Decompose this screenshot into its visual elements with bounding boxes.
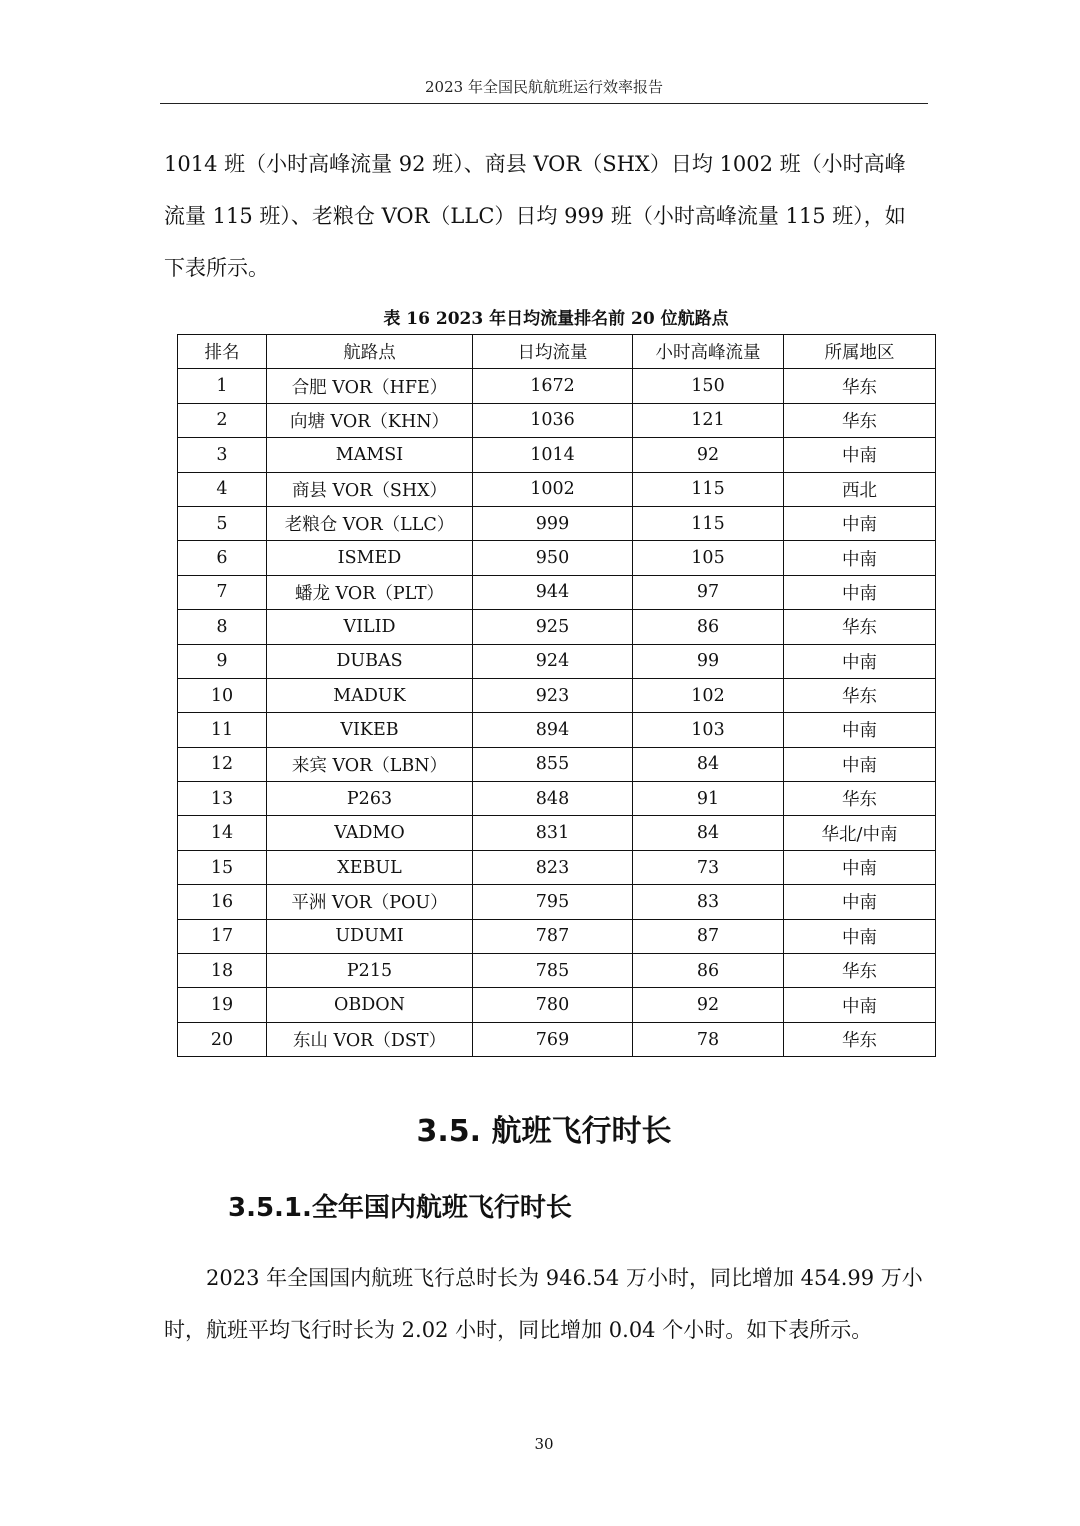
table-body	[178, 369, 936, 1057]
waypoint-cell: MADUK	[267, 678, 473, 712]
rank-cell: 13	[178, 782, 267, 816]
region-cell: 华东	[784, 369, 936, 403]
table-row	[178, 1022, 936, 1056]
region-cell: 华东	[784, 678, 936, 712]
region-cell: 中南	[784, 541, 936, 575]
rank-cell: 6	[178, 541, 267, 575]
rank-cell: 10	[178, 678, 267, 712]
table-row	[178, 644, 936, 678]
daily-flow-cell: 795	[473, 885, 633, 919]
waypoint-cell: 商县 VOR（SHX）	[267, 472, 473, 506]
peak-hour-flow-cell: 73	[633, 850, 784, 884]
rank-cell: 18	[178, 954, 267, 988]
rank-cell: 14	[178, 816, 267, 850]
waypoint-cell: DUBAS	[267, 644, 473, 678]
region-cell: 中南	[784, 713, 936, 747]
daily-flow-cell: 1002	[473, 472, 633, 506]
rank-cell: 19	[178, 988, 267, 1022]
table-row	[178, 541, 936, 575]
table-row	[178, 575, 936, 609]
region-cell: 中南	[784, 988, 936, 1022]
waypoint-cell: 东山 VOR（DST）	[267, 1022, 473, 1056]
region-cell: 华东	[784, 610, 936, 644]
waypoint-cell: ISMED	[267, 541, 473, 575]
rank-cell: 5	[178, 506, 267, 540]
column-header-rank: 排名	[178, 335, 267, 369]
table-row	[178, 403, 936, 437]
peak-hour-flow-cell: 86	[633, 610, 784, 644]
daily-flow-cell: 950	[473, 541, 633, 575]
waypoint-cell: 合肥 VOR（HFE）	[267, 369, 473, 403]
region-cell: 中南	[784, 747, 936, 781]
peak-hour-flow-cell: 83	[633, 885, 784, 919]
region-cell: 中南	[784, 885, 936, 919]
flight-duration-paragraph: 2023 年全国国内航班飞行总时长为 946.54 万小时，同比增加 454.99 万小时，航班平均飞行时长为 2.02 小时，同比增加 0.04 个小时。如下表所示。	[164, 1266, 923, 1342]
waypoint-cell: VADMO	[267, 816, 473, 850]
waypoint-cell: P263	[267, 782, 473, 816]
region-cell: 华东	[784, 954, 936, 988]
region-cell: 中南	[784, 850, 936, 884]
table-row	[178, 919, 936, 953]
peak-hour-flow-cell: 115	[633, 472, 784, 506]
daily-flow-cell: 924	[473, 644, 633, 678]
table-row	[178, 816, 936, 850]
region-cell: 中南	[784, 438, 936, 472]
waypoint-cell: 平洲 VOR（POU）	[267, 885, 473, 919]
table-row	[178, 850, 936, 884]
region-cell: 华北/中南	[784, 816, 936, 850]
rank-cell: 15	[178, 850, 267, 884]
rank-cell: 2	[178, 403, 267, 437]
peak-hour-flow-cell: 86	[633, 954, 784, 988]
peak-hour-flow-cell: 102	[633, 678, 784, 712]
region-cell: 华东	[784, 403, 936, 437]
table-caption: 表 16 2023 年日均流量排名前 20 位航路点	[383, 309, 729, 329]
waypoint-cell: UDUMI	[267, 919, 473, 953]
daily-flow-cell: 925	[473, 610, 633, 644]
daily-flow-cell: 823	[473, 850, 633, 884]
region-cell: 中南	[784, 575, 936, 609]
table-row	[178, 988, 936, 1022]
table-row	[178, 747, 936, 781]
daily-flow-cell: 944	[473, 575, 633, 609]
rank-cell: 11	[178, 713, 267, 747]
daily-flow-cell: 769	[473, 1022, 633, 1056]
waypoint-cell: XEBUL	[267, 850, 473, 884]
peak-hour-flow-cell: 92	[633, 988, 784, 1022]
daily-flow-cell: 1014	[473, 438, 633, 472]
daily-flow-cell: 831	[473, 816, 633, 850]
daily-flow-cell: 923	[473, 678, 633, 712]
table-row	[178, 954, 936, 988]
waypoint-cell: 来宾 VOR（LBN）	[267, 747, 473, 781]
waypoint-cell: 蟠龙 VOR（PLT）	[267, 575, 473, 609]
peak-hour-flow-cell: 92	[633, 438, 784, 472]
table-row	[178, 369, 936, 403]
table-row	[178, 678, 936, 712]
peak-hour-flow-cell: 105	[633, 541, 784, 575]
column-header-region: 所属地区	[784, 335, 936, 369]
peak-hour-flow-cell: 97	[633, 575, 784, 609]
peak-hour-flow-cell: 150	[633, 369, 784, 403]
waypoint-cell: VIKEB	[267, 713, 473, 747]
table-header-row	[178, 335, 936, 369]
region-cell: 华东	[784, 782, 936, 816]
waypoint-cell: 向塘 VOR（KHN）	[267, 403, 473, 437]
daily-flow-cell: 1672	[473, 369, 633, 403]
region-cell: 中南	[784, 506, 936, 540]
peak-hour-flow-cell: 103	[633, 713, 784, 747]
rank-cell: 20	[178, 1022, 267, 1056]
peak-hour-flow-cell: 91	[633, 782, 784, 816]
rank-cell: 12	[178, 747, 267, 781]
rank-cell: 9	[178, 644, 267, 678]
table-row	[178, 610, 936, 644]
header-rule	[160, 103, 928, 104]
table-row	[178, 782, 936, 816]
rank-cell: 4	[178, 472, 267, 506]
region-cell: 西北	[784, 472, 936, 506]
peak-hour-flow-cell: 121	[633, 403, 784, 437]
peak-hour-flow-cell: 87	[633, 919, 784, 953]
daily-flow-cell: 785	[473, 954, 633, 988]
rank-cell: 1	[178, 369, 267, 403]
daily-flow-cell: 848	[473, 782, 633, 816]
table-row	[178, 713, 936, 747]
section-heading: 3.5. 航班飞行时长	[416, 1114, 672, 1149]
table-row	[178, 472, 936, 506]
peak-hour-flow-cell: 84	[633, 816, 784, 850]
daily-flow-cell: 1036	[473, 403, 633, 437]
intro-paragraph: 1014 班（小时高峰流量 92 班）、商县 VOR（SHX）日均 1002 班（小时高峰流量 115 班）、老粮仓 VOR（LLC）日均 999 班（小时高峰流量 115 班），如下表所示。	[164, 152, 906, 280]
daily-flow-cell: 780	[473, 988, 633, 1022]
waypoint-cell: 老粮仓 VOR（LLC）	[267, 506, 473, 540]
rank-cell: 7	[178, 575, 267, 609]
peak-hour-flow-cell: 99	[633, 644, 784, 678]
table-row	[178, 438, 936, 472]
table-row	[178, 885, 936, 919]
waypoint-table	[177, 334, 936, 1057]
region-cell: 中南	[784, 644, 936, 678]
column-header-daily-flow: 日均流量	[473, 335, 633, 369]
table-row	[178, 506, 936, 540]
peak-hour-flow-cell: 78	[633, 1022, 784, 1056]
waypoint-cell: OBDON	[267, 988, 473, 1022]
region-cell: 中南	[784, 919, 936, 953]
waypoint-cell: VILID	[267, 610, 473, 644]
peak-hour-flow-cell: 115	[633, 506, 784, 540]
daily-flow-cell: 855	[473, 747, 633, 781]
rank-cell: 16	[178, 885, 267, 919]
rank-cell: 8	[178, 610, 267, 644]
page-number: 30	[534, 1435, 554, 1453]
region-cell: 华东	[784, 1022, 936, 1056]
page-header: 2023 年全国民航航班运行效率报告	[425, 78, 663, 96]
column-header-waypoint: 航路点	[267, 335, 473, 369]
column-header-peak-hour-flow: 小时高峰流量	[633, 335, 784, 369]
peak-hour-flow-cell: 84	[633, 747, 784, 781]
waypoint-cell: MAMSI	[267, 438, 473, 472]
rank-cell: 17	[178, 919, 267, 953]
subsection-heading: 3.5.1.全年国内航班飞行时长	[228, 1193, 572, 1223]
daily-flow-cell: 787	[473, 919, 633, 953]
daily-flow-cell: 894	[473, 713, 633, 747]
daily-flow-cell: 999	[473, 506, 633, 540]
rank-cell: 3	[178, 438, 267, 472]
waypoint-cell: P215	[267, 954, 473, 988]
